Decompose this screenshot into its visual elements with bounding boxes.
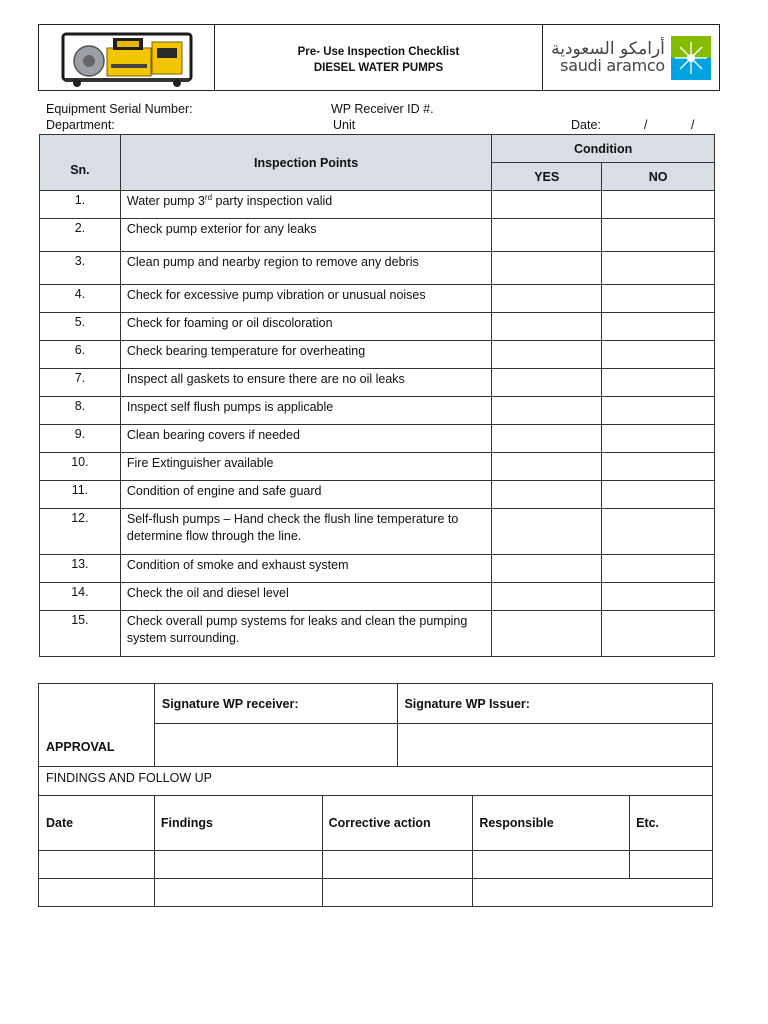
- yes-checkbox-cell[interactable]: [492, 313, 602, 341]
- inspection-point: Inspect all gaskets to ensure there are no oil leaks: [120, 369, 491, 397]
- table-row: [40, 369, 715, 397]
- table-row: [40, 285, 715, 313]
- yes-checkbox-cell[interactable]: [492, 611, 602, 657]
- responsible-cell[interactable]: [473, 879, 713, 907]
- responsible-column-header: Responsible: [473, 796, 630, 851]
- serial-number-label: Equipment Serial Number:: [46, 102, 193, 116]
- approval-table: [38, 683, 713, 907]
- table-row: [40, 252, 715, 285]
- no-checkbox-cell[interactable]: [602, 555, 715, 583]
- date-label: Date:: [571, 118, 601, 132]
- inspection-table: [39, 134, 715, 657]
- row-number: 5.: [40, 313, 121, 341]
- corrective-action-cell[interactable]: [322, 879, 473, 907]
- inspection-point: Condition of smoke and exhaust system: [120, 555, 491, 583]
- row-number: 15.: [40, 611, 121, 657]
- row-number: 1.: [40, 191, 121, 219]
- signature-issuer-label: Signature WP Issuer:: [398, 684, 713, 724]
- title-line-2: DIESEL WATER PUMPS: [313, 61, 444, 74]
- row-number: 7.: [40, 369, 121, 397]
- no-checkbox-cell[interactable]: [602, 369, 715, 397]
- table-row: [40, 191, 715, 219]
- condition-header: Condition: [492, 135, 715, 163]
- inspection-point: Fire Extinguisher available: [120, 453, 491, 481]
- findings-row: [39, 851, 713, 879]
- approval-label: APPROVAL: [39, 684, 155, 767]
- row-number: 4.: [40, 285, 121, 313]
- aramco-star-icon: [671, 36, 711, 80]
- corrective-action-cell[interactable]: [322, 851, 473, 879]
- inspection-point: Self-flush pumps – Hand check the flush line temperature to determine flow through the line.: [120, 509, 491, 555]
- no-checkbox-cell[interactable]: [602, 481, 715, 509]
- no-checkbox-cell[interactable]: [602, 453, 715, 481]
- no-checkbox-cell[interactable]: [602, 191, 715, 219]
- inspection-point: Check the oil and diesel level: [120, 583, 491, 611]
- inspection-point: Condition of engine and safe guard: [120, 481, 491, 509]
- pump-image: [39, 25, 215, 90]
- title-line-1: Pre- Use Inspection Checklist: [297, 45, 460, 58]
- water-pump-icon: [57, 28, 197, 88]
- date-separator: /: [644, 118, 648, 132]
- inspection-point: Check for foaming or oil discoloration: [120, 313, 491, 341]
- document-title: [215, 25, 543, 90]
- table-row: [40, 481, 715, 509]
- yes-checkbox-cell[interactable]: [492, 481, 602, 509]
- logo-latin-text: saudi aramco: [560, 56, 665, 75]
- row-number: 11.: [40, 481, 121, 509]
- yes-checkbox-cell[interactable]: [492, 397, 602, 425]
- no-checkbox-cell[interactable]: [602, 397, 715, 425]
- etc-column-header: Etc.: [630, 796, 713, 851]
- no-header: NO: [602, 163, 715, 191]
- yes-checkbox-cell[interactable]: [492, 583, 602, 611]
- yes-checkbox-cell[interactable]: [492, 453, 602, 481]
- sn-header: Sn.: [40, 135, 121, 191]
- row-number: 10.: [40, 453, 121, 481]
- row-number: 2.: [40, 219, 121, 252]
- company-logo: [543, 25, 719, 90]
- no-checkbox-cell[interactable]: [602, 611, 715, 657]
- inspection-points-header: Inspection Points: [120, 135, 491, 191]
- yes-checkbox-cell[interactable]: [492, 191, 602, 219]
- document-header: [38, 24, 720, 91]
- yes-checkbox-cell[interactable]: [492, 425, 602, 453]
- inspection-point: Check bearing temperature for overheating: [120, 341, 491, 369]
- no-checkbox-cell[interactable]: [602, 341, 715, 369]
- no-checkbox-cell[interactable]: [602, 583, 715, 611]
- etc-cell[interactable]: [630, 851, 713, 879]
- table-row: [40, 453, 715, 481]
- no-checkbox-cell[interactable]: [602, 285, 715, 313]
- date-cell[interactable]: [39, 851, 155, 879]
- inspection-point: Inspect self flush pumps is applicable: [120, 397, 491, 425]
- signature-receiver-label: Signature WP receiver:: [154, 684, 398, 724]
- department-label: Department:: [46, 118, 115, 132]
- inspection-point: Check for excessive pump vibration or unusual noises: [120, 285, 491, 313]
- row-number: 3.: [40, 252, 121, 285]
- logo-arabic-text: أرامكو السعودية: [551, 39, 665, 59]
- inspection-point: Check pump exterior for any leaks: [120, 219, 491, 252]
- row-number: 6.: [40, 341, 121, 369]
- yes-checkbox-cell[interactable]: [492, 252, 602, 285]
- wp-receiver-id-label: WP Receiver ID #.: [331, 102, 434, 116]
- date-separator: /: [691, 118, 695, 132]
- findings-title: FINDINGS AND FOLLOW UP: [39, 767, 713, 796]
- inspection-point: Water pump 3rd party inspection valid: [120, 191, 491, 219]
- table-row: [40, 341, 715, 369]
- yes-checkbox-cell[interactable]: [492, 509, 602, 555]
- no-checkbox-cell[interactable]: [602, 509, 715, 555]
- signature-issuer-field[interactable]: [398, 724, 713, 767]
- unit-label: Unit: [333, 118, 356, 132]
- table-row: [40, 583, 715, 611]
- no-checkbox-cell[interactable]: [602, 425, 715, 453]
- findings-cell[interactable]: [154, 879, 322, 907]
- inspection-point: Clean bearing covers if needed: [120, 425, 491, 453]
- inspection-point: Check overall pump systems for leaks and clean the pumping system surrounding.: [120, 611, 491, 657]
- responsible-cell[interactable]: [473, 851, 630, 879]
- findings-cell[interactable]: [154, 851, 322, 879]
- no-checkbox-cell[interactable]: [602, 252, 715, 285]
- no-checkbox-cell[interactable]: [602, 313, 715, 341]
- no-checkbox-cell[interactable]: [602, 219, 715, 252]
- signature-receiver-field[interactable]: [154, 724, 398, 767]
- table-row: [40, 555, 715, 583]
- row-number: 14.: [40, 583, 121, 611]
- table-row: [40, 509, 715, 555]
- table-row: [40, 611, 715, 657]
- yes-checkbox-cell[interactable]: [492, 285, 602, 313]
- date-column-header: Date: [39, 796, 155, 851]
- yes-checkbox-cell[interactable]: [492, 369, 602, 397]
- table-row: [40, 219, 715, 252]
- inspection-point: Clean pump and nearby region to remove any debris: [120, 252, 491, 285]
- yes-header: YES: [492, 163, 602, 191]
- row-number: 12.: [40, 509, 121, 555]
- yes-checkbox-cell[interactable]: [492, 341, 602, 369]
- yes-checkbox-cell[interactable]: [492, 219, 602, 252]
- row-number: 8.: [40, 397, 121, 425]
- findings-row: [39, 879, 713, 907]
- corrective-action-column-header: Corrective action: [322, 796, 473, 851]
- table-row: [40, 397, 715, 425]
- table-row: [40, 313, 715, 341]
- table-row: [40, 425, 715, 453]
- findings-column-header: Findings: [154, 796, 322, 851]
- row-number: 13.: [40, 555, 121, 583]
- row-number: 9.: [40, 425, 121, 453]
- date-cell[interactable]: [39, 879, 155, 907]
- yes-checkbox-cell[interactable]: [492, 555, 602, 583]
